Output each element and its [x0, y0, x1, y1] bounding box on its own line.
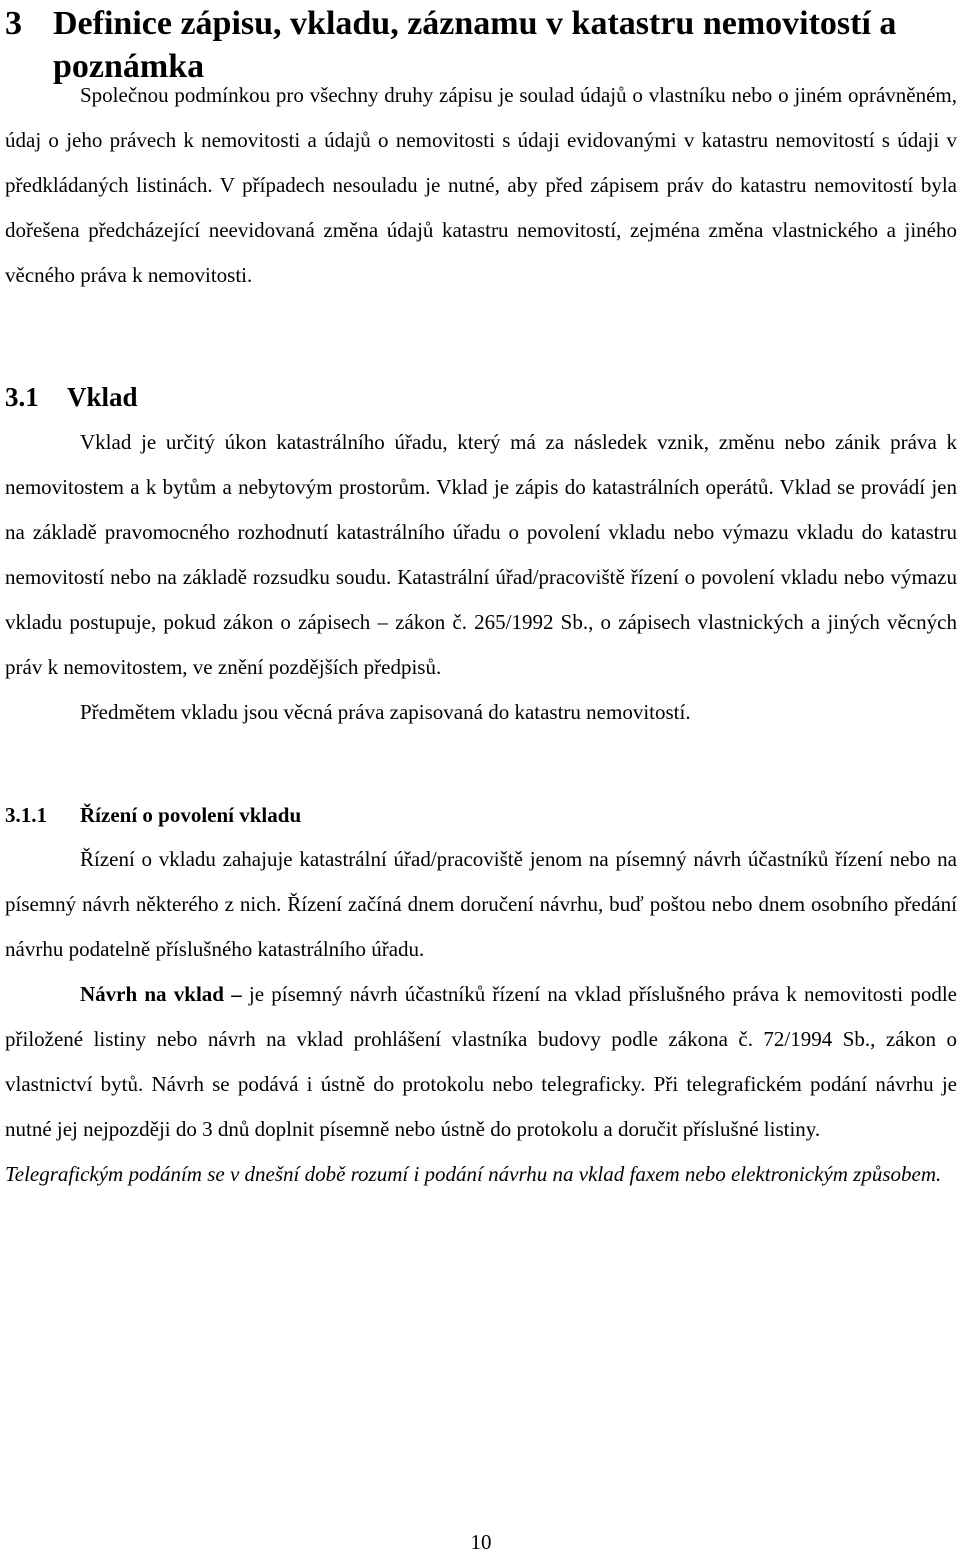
section-heading-vklad [5, 379, 957, 415]
intro-paragraph: Společnou podmínkou pro všechny druhy zápisu je soulad údajů o vlastníku nebo o jiném oprávněném, údaj o jeho právech k nemovitosti a údajů o nemovitosti s údaji evidovanými v katastru nemovitostí s údaji v předkládaných listinách. V případech nesouladu je nutné, aby před zápisem práv do katastru nemovitostí byla dořešena předcházející neevidovaná změna údajů katastru nemovitostí, zejména změna vlastnického a jiného věcného práva k nemovitosti. [5, 83, 957, 287]
vklad-paragraph-block [5, 420, 957, 735]
intro-paragraph-block [5, 73, 957, 298]
section-number: 3.1 [5, 382, 39, 412]
vklad-paragraph: Vklad je určitý úkon katastrálního úřadu, který má za následek vznik, změnu nebo zánik práva k nemovitostem a k bytům a nebytovým prostorům. Vklad je zápis do katastrálních operátů. Vklad se provádí jen na základě pravomocného rozhodnutí katastrálního úřadu o povolení vkladu nebo výmazu vkladu do katastru nemovitostí nebo na základě rozsudku soudu. Katastrální úřad/pracoviště řízení o povolení vkladu nebo výmazu vkladu postupuje, pokud zákon o zápisech – zákon č. 265/1992 Sb., o zápisech vlastnických a jiných věcných práv k nemovitostem, ve znění pozdějších předpisů. [5, 430, 957, 679]
navrh-definition: je písemný návrh účastníků řízení na vklad příslušného práva k nemovitosti podle přiložené listiny nebo návrh na vklad prohlášení vlastníka budovy podle zákona č. 72/1994 Sb., zákon o vlastnictví bytů. Návrh se podává i ústně do protokolu nebo telegraficky. Při telegrafickém podání návrhu je nutné jej nejpozději do 3 dnů doplnit písemně nebo ústně do protokolu a doručit příslušné listiny. [5, 982, 957, 1141]
rizeni-paragraph-block [5, 837, 957, 1197]
telegraf-note: Telegrafickým podáním se v dnešní době rozumí i podání návrhu na vklad faxem nebo elektronickým způsobem. [5, 1162, 942, 1186]
chapter-title: Definice zápisu, vkladu, záznamu v katastru nemovitostí a poznámka [53, 5, 897, 85]
rizeni-paragraph: Řízení o vkladu zahajuje katastrální úřad/pracoviště jenom na písemný návrh účastníků řízení nebo na písemný návrh některého z nich. Řízení začíná dnem doručení návrhu, buď poštou nebo dnem osobního předání návrhu podatelně příslušného katastrálního úřadu. [5, 847, 957, 961]
subsection-title: Řízení o povolení vkladu [80, 803, 302, 827]
page-number: 10 [470, 1530, 492, 1554]
navrh-term: Návrh na vklad – [80, 982, 242, 1006]
chapter-number: 3 [5, 5, 22, 42]
navrh-paragraph [5, 972, 957, 1152]
vklad-subject-paragraph: Předmětem vkladu jsou věcná práva zapisovaná do katastru nemovitostí. [80, 700, 691, 724]
subsection-number: 3.1.1 [5, 803, 47, 827]
subsection-heading-rizeni [5, 800, 957, 830]
section-title: Vklad [67, 382, 138, 412]
